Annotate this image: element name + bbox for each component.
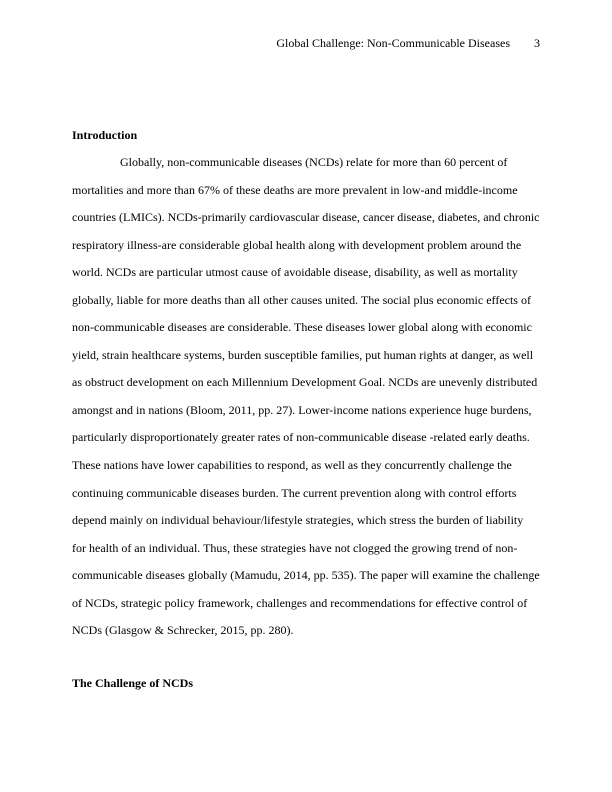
paragraph-line: NCDs (Glasgow & Schrecker, 2015, pp. 280). (72, 623, 294, 637)
paragraph-line: Globally, non-communicable diseases (NCDs) relate for more than 60 percent of (120, 155, 508, 169)
paragraph-line: world. NCDs are particular utmost cause of avoidable disease, disability, as well as mortality (72, 265, 518, 279)
paragraph-line: depend mainly on individual behaviour/lifestyle strategies, which stress the burden of liability (72, 513, 524, 527)
paragraph-line: non-communicable diseases are considerable. These diseases lower global along with economic (72, 320, 532, 334)
introduction-heading: Introduction (72, 128, 138, 142)
paragraph-line: globally, liable for more deaths than all other causes united. The social plus economic effects of (72, 293, 531, 307)
paragraph-line: particularly disproportionately greater rates of non-communicable disease -related early deaths. (72, 430, 530, 444)
paragraph-line: amongst and in nations (Bloom, 2011, pp. 27). Lower-income nations experience huge burdens, (72, 403, 532, 417)
paragraph-line: These nations have lower capabilities to respond, as well as they concurrently challenge the (72, 458, 512, 472)
paragraph-line: as obstruct development on each Millennium Development Goal. NCDs are unevenly distributed (72, 375, 538, 389)
paragraph-line: communicable diseases globally (Mamudu, 2014, pp. 535). The paper will examine the challenge (72, 568, 540, 582)
paragraph-line: continuing communicable diseases burden. The current prevention along with control efforts (72, 486, 517, 500)
paragraph-line: countries (LMICs). NCDs-primarily cardiovascular disease, cancer disease, diabetes, and chronic (72, 210, 540, 224)
challenge-heading: The Challenge of NCDs (72, 676, 194, 690)
paragraph-line: yield, strain healthcare systems, burden susceptible families, put human rights at danger, as well (72, 348, 534, 362)
running-head (276, 36, 540, 50)
paragraph-line: for health of an individual. Thus, these strategies have not clogged the growing trend of non- (72, 541, 518, 555)
running-head-title: Global Challenge: Non-Communicable Diseases (276, 36, 510, 50)
page-number: 3 (534, 36, 540, 50)
paragraph-line: mortalities and more than 67% of these deaths are more prevalent in low-and middle-income (72, 183, 518, 197)
paragraph-line: of NCDs, strategic policy framework, challenges and recommendations for effective control of (72, 596, 528, 610)
paragraph-line: respiratory illness-are considerable global health along with development problem around the (72, 238, 522, 252)
